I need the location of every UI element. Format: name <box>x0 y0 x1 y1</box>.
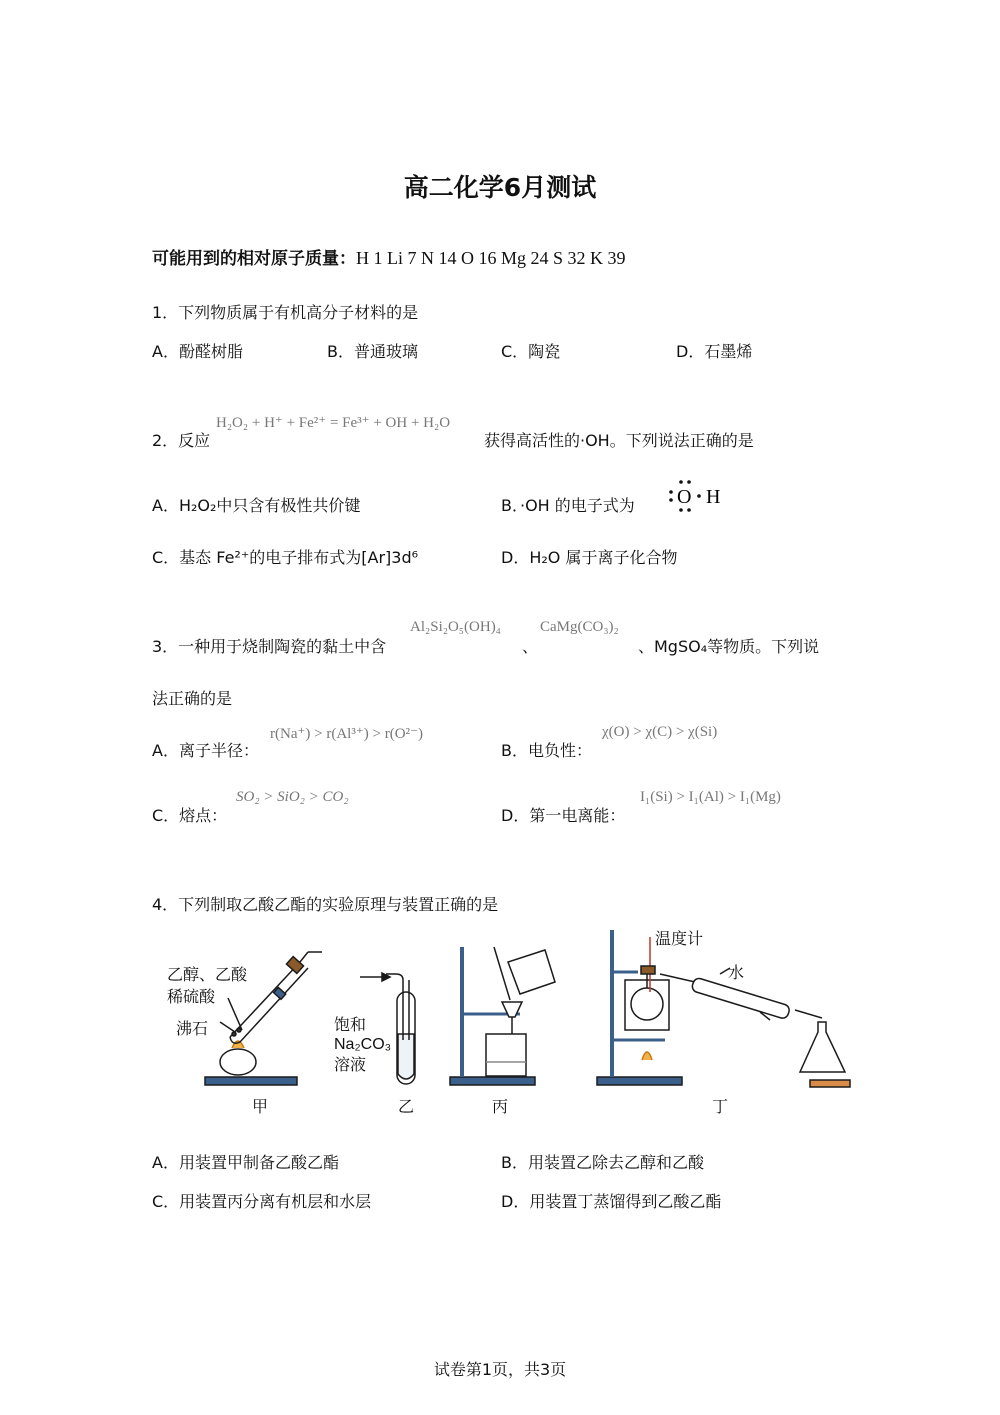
q2-option-a: A．H₂O₂中只含有极性共价键 <box>152 496 361 515</box>
bing-base <box>450 1077 535 1085</box>
fig-label-ding-water: 水 <box>728 965 745 982</box>
q1-option-a: A．酚醛树脂 <box>152 342 243 361</box>
jia-stopper <box>286 957 303 974</box>
dot-formula-o: O <box>677 486 692 508</box>
q4-option-c: C．用装置丙分离有机层和水层 <box>152 1192 372 1211</box>
ding-stopper <box>641 966 655 974</box>
q3-option-c-expr: SO₂ > SiO₂ > CO₂ <box>236 789 349 805</box>
q2-option-d: D．H₂O 属于离子化合物 <box>501 548 678 567</box>
yi-solution <box>398 1034 414 1079</box>
atomic-mass-label: 可能用到的相对原子质量： <box>152 249 356 269</box>
bing-glass-rod <box>494 947 510 1000</box>
jia-burner <box>220 1049 256 1075</box>
q2-stem-post: 获得高活性的·OH。下列说法正确的是 <box>484 431 754 450</box>
q3-stem-line2: 法正确的是 <box>152 689 233 708</box>
ding-condenser <box>691 977 791 1020</box>
bing-pour-beaker <box>508 950 555 994</box>
q4-option-b: B．用装置乙除去乙醇和乙酸 <box>501 1153 704 1172</box>
fig-caption-yi: 乙 <box>398 1099 415 1116</box>
atomic-mass-values: H 1 Li 7 N 14 O 16 Mg 24 S 32 K 39 <box>356 248 626 268</box>
q3-option-d-expr: I₁(Si) > I₁(Al) > I₁(Mg) <box>640 789 781 805</box>
q3-formula-1: Al₂Si₂O₅(OH)₄ <box>410 619 501 635</box>
q4-option-a: A．用装置甲制备乙酸乙酯 <box>152 1153 339 1172</box>
ding-wood-block <box>810 1080 850 1087</box>
q3-option-b-label: B．电负性： <box>501 741 592 760</box>
q4-option-d: D．用装置丁蒸馏得到乙酸乙酯 <box>501 1192 722 1211</box>
ding-adapter <box>795 1010 822 1018</box>
fig-caption-jia: 甲 <box>252 1099 269 1116</box>
q3-option-b-expr: χ(O) > χ(C) > χ(Si) <box>602 724 718 740</box>
jia-base <box>205 1077 297 1085</box>
apparatus-svg <box>150 922 860 1122</box>
page-title: 高二化学6月测试 <box>403 173 597 202</box>
electron-dot-svg <box>668 478 738 514</box>
fig-label-jia-reagent1: 乙醇、乙酸 <box>167 967 248 984</box>
q3-formula-2: CaMg(CO₃)₂ <box>540 619 619 635</box>
q2-option-b: B．·OH 的电子式为 <box>501 496 635 515</box>
ding-flame <box>642 1052 652 1060</box>
fig-label-jia-stone: 沸石 <box>176 1021 209 1038</box>
fig-label-yi-solution1: 饱和 <box>334 1017 367 1034</box>
q1-option-c: C．陶瓷 <box>501 342 561 361</box>
ding-base <box>597 1077 682 1085</box>
q4-stem: 4．下列制取乙酸乙酯的实验原理与装置正确的是 <box>152 895 499 914</box>
ding-receiving-flask <box>800 1022 845 1072</box>
atomic-mass-line <box>152 244 626 269</box>
fig-caption-ding: 丁 <box>712 1099 729 1116</box>
q1-stem: 1．下列物质属于有机高分子材料的是 <box>152 303 419 322</box>
jia-boiling-stone <box>232 1032 236 1036</box>
q3-sep-1: 、 <box>522 637 539 656</box>
fig-label-yi-solution3: 溶液 <box>334 1057 367 1074</box>
q1-option-b: B．普通玻璃 <box>327 342 418 361</box>
fig-label-jia-reagent2: 稀硫酸 <box>167 989 216 1006</box>
fig-label-yi-solution2: Na₂CO₃ <box>334 1036 392 1053</box>
bing-beaker <box>486 1034 526 1076</box>
q2-stem-pre: 2．反应 <box>152 431 211 450</box>
page-footer: 试卷第1页，共3页 <box>433 1360 567 1379</box>
q2-option-c: C．基态 Fe²⁺的电子排布式为[Ar]3d⁶ <box>152 548 419 567</box>
q1-option-d: D．石墨烯 <box>676 342 753 361</box>
fig-label-ding-thermometer: 温度计 <box>655 931 704 948</box>
q3-option-c-label: C．熔点： <box>152 806 228 825</box>
q3-sep-2: 、MgSO₄等物质。下列说 <box>638 637 820 656</box>
dot-formula-h: H <box>706 486 721 508</box>
q3-option-d-label: D．第一电离能： <box>501 806 626 825</box>
ding-flask <box>631 988 663 1020</box>
q3-stem-pre: 3．一种用于烧制陶瓷的黏土中含 <box>152 637 387 656</box>
q2-equation: H₂O₂ + H⁺ + Fe²⁺ = Fe³⁺ + OH + H₂O <box>216 415 451 431</box>
jia-outlet <box>300 952 308 962</box>
q3-option-a-expr: r(Na⁺) > r(Al³⁺) > r(O²⁻) <box>270 726 423 742</box>
q4-apparatus-figure <box>150 922 860 1122</box>
hydroxyl-electron-dot-formula <box>668 478 738 514</box>
q3-option-a-label: A．离子半径： <box>152 741 259 760</box>
fig-caption-bing: 丙 <box>492 1099 509 1116</box>
jia-tube-right <box>240 968 308 1042</box>
